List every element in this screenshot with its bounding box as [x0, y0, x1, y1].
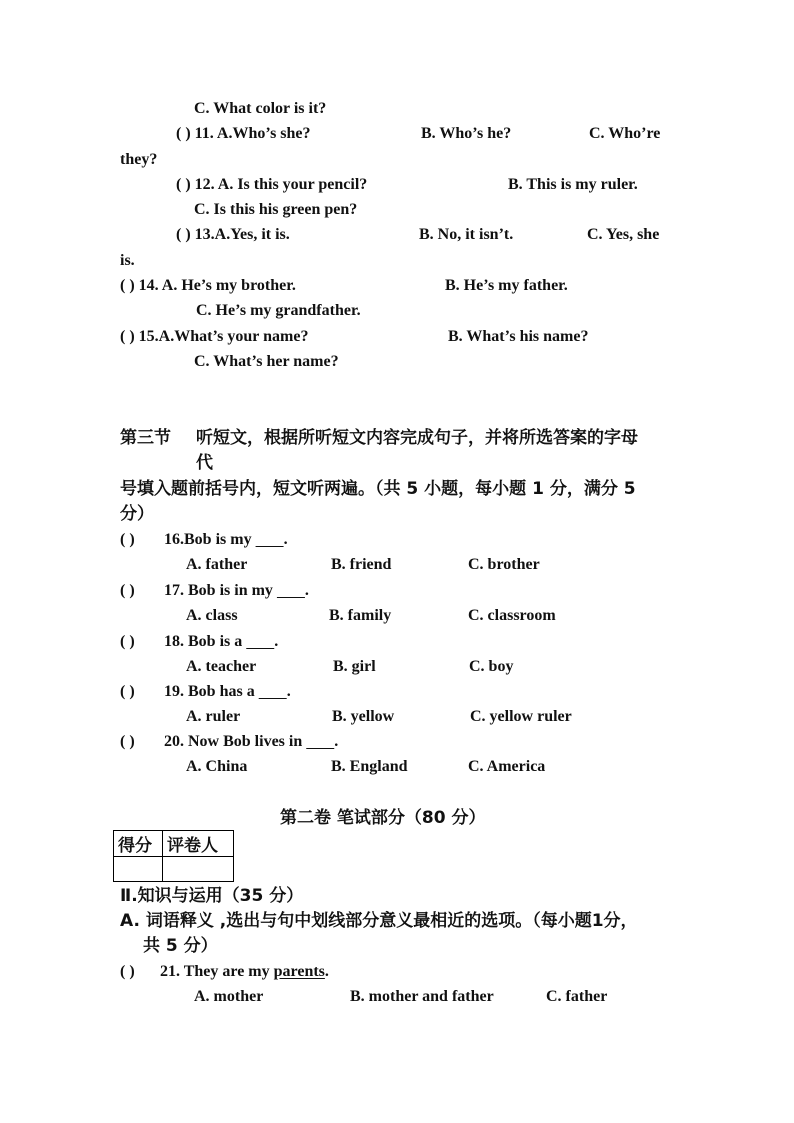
section3-heading-line2: 号填入题前括号内，短文听两遍。（共 5 小题，每小题 1 分，满分 5 [120, 479, 636, 499]
q11-option-b: B. Who’s he? [421, 125, 512, 142]
option-b: B. yellow [332, 708, 395, 725]
option-c: C. America [468, 758, 546, 775]
q12-line: ( ) 12. A. Is this your pencil? [176, 176, 368, 193]
q15-line: ( ) 15.A.What’s your name? [120, 328, 309, 345]
section3-heading-line3: 分） [120, 504, 154, 524]
option-a: A. ruler [186, 708, 241, 725]
q13-option-c: C. Yes, she [587, 226, 660, 243]
section3-number: 第三节 [120, 428, 171, 448]
q14-option-c: C. He’s my grandfather. [196, 302, 361, 319]
answer-paren: ( ) [120, 733, 135, 750]
answer-paren: ( ) [120, 582, 135, 599]
q13-option-b: B. No, it isn’t. [419, 226, 514, 243]
question-stem: 18. Bob is a . [164, 633, 279, 650]
q13-line: ( ) 13.A.Yes, it is. [176, 226, 290, 243]
option-b: B. friend [331, 556, 392, 573]
option-b: B. family [329, 607, 392, 624]
grader-label: 评卷人 [163, 831, 234, 857]
answer-paren: ( ) [120, 531, 135, 548]
section3-heading-line1-wrap: 代 [196, 453, 213, 473]
answer-paren: ( ) [120, 633, 135, 650]
answer-blank [306, 733, 334, 750]
option-a: A. father [186, 556, 248, 573]
q15-option-c: C. What’s her name? [194, 353, 339, 370]
q12-option-b: B. This is my ruler. [508, 176, 638, 193]
question-stem: 17. Bob is in my . [164, 582, 309, 599]
answer-blank [246, 633, 274, 650]
option-a: A. China [186, 758, 248, 775]
underlined-word: parents [273, 963, 325, 980]
option-c: C. boy [469, 658, 514, 675]
score-table [113, 830, 234, 882]
answer-blank [256, 531, 284, 548]
grader-cell [163, 857, 234, 882]
section3-heading-line1: 听短文，根据所听短文内容完成句子，并将所选答案的字母 [196, 428, 638, 448]
q12-option-c: C. Is this his green pen? [194, 201, 358, 218]
q11-option-c: C. Who’re [589, 125, 661, 142]
option-a: A. mother [194, 988, 264, 1005]
answer-paren: ( ) [120, 683, 135, 700]
option-b: B. mother and father [350, 988, 494, 1005]
question-stem: 21. They are my parents. [160, 963, 329, 980]
part2-title: Ⅱ.知识与运用（35 分） [120, 886, 304, 906]
option-b: B. girl [333, 658, 376, 675]
answer-blank [259, 683, 287, 700]
q11-line: ( ) 11. A.Who’s she? [176, 125, 311, 142]
q14-option-b: B. He’s my father. [445, 277, 568, 294]
question-stem: 19. Bob has a . [164, 683, 291, 700]
q11-option-c-continued: they? [120, 151, 158, 168]
option-a: A. class [186, 607, 238, 624]
partA-instruction-line1: A. 词语释义 ,选出与句中划线部分意义最相近的选项。（每小题1分， [120, 911, 638, 931]
q15-option-b: B. What’s his name? [448, 328, 589, 345]
option-b: B. England [331, 758, 408, 775]
option-c: C. yellow ruler [470, 708, 572, 725]
option-c: C. brother [468, 556, 540, 573]
answer-blank [277, 582, 305, 599]
q10-option-c: C. What color is it? [194, 100, 327, 117]
q13-option-c-continued: is. [120, 252, 135, 269]
question-stem: 16.Bob is my . [164, 531, 288, 548]
question-stem: 20. Now Bob lives in . [164, 733, 339, 750]
option-c: C. classroom [468, 607, 556, 624]
paper2-title: 第二卷 笔试部分（80 分） [280, 808, 486, 828]
score-cell [114, 857, 163, 882]
answer-paren: ( ) [120, 963, 135, 980]
partA-instruction-line2: 共 5 分） [143, 936, 218, 956]
option-c: C. father [546, 988, 608, 1005]
option-a: A. teacher [186, 658, 257, 675]
score-label: 得分 [114, 831, 163, 857]
q14-line: ( ) 14. A. He’s my brother. [120, 277, 296, 294]
